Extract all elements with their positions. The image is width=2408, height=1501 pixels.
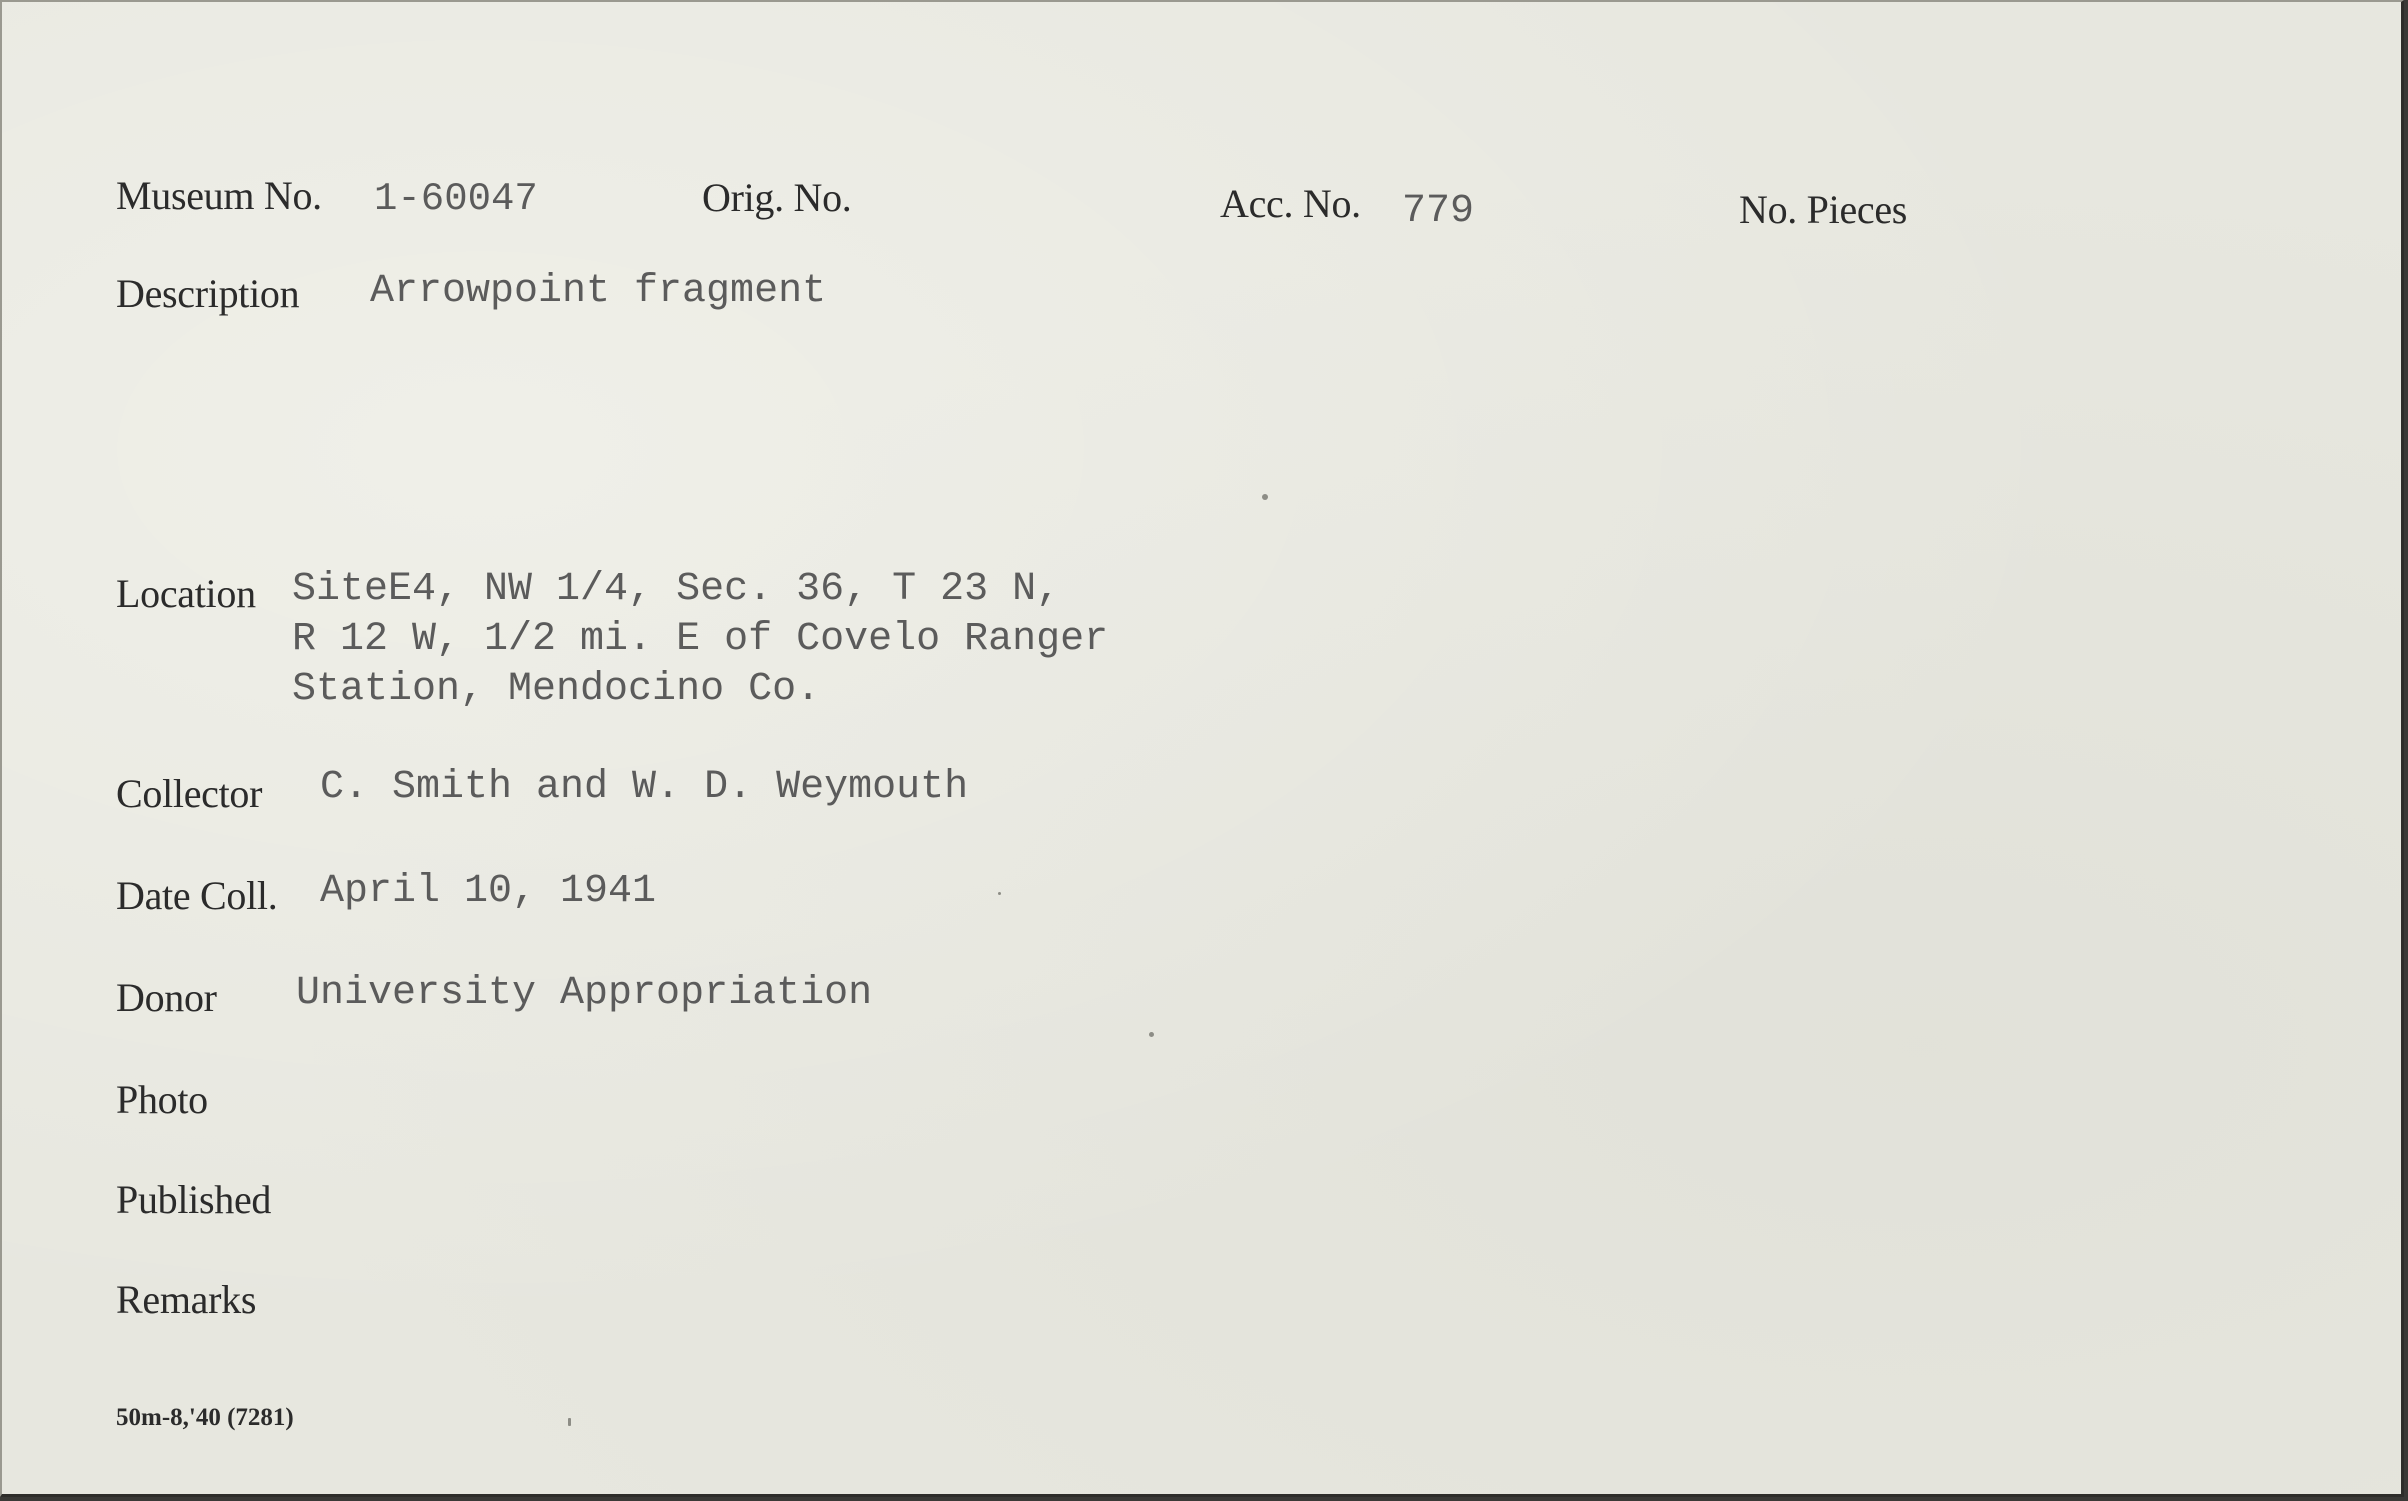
location-line-3: Station, Mendocino Co. bbox=[292, 667, 821, 712]
published-label: Published bbox=[116, 1177, 272, 1222]
paper-speck bbox=[568, 1418, 571, 1426]
no-pieces-label: No. Pieces bbox=[1739, 187, 1908, 232]
orig-no-label: Orig. No. bbox=[702, 175, 852, 220]
acc-no-value: 779 bbox=[1402, 189, 1475, 234]
acc-no-label: Acc. No. bbox=[1220, 181, 1361, 226]
date-coll-label: Date Coll. bbox=[116, 873, 278, 918]
description-label: Description bbox=[116, 271, 300, 316]
location-line-1: SiteE4, NW 1/4, Sec. 36, T 23 N, bbox=[292, 567, 1061, 612]
donor-label: Donor bbox=[116, 975, 217, 1020]
form-print-code: 50m-8,'40 (7281) bbox=[116, 1404, 294, 1431]
location-label: Location bbox=[116, 571, 256, 616]
location-line-2: R 12 W, 1/2 mi. E of Covelo Ranger bbox=[292, 617, 1109, 662]
collector-value: C. Smith and W. D. Weymouth bbox=[320, 765, 969, 810]
museum-no-value: 1-60047 bbox=[374, 177, 538, 221]
paper-speck bbox=[1262, 494, 1268, 500]
date-coll-value: April 10, 1941 bbox=[320, 869, 657, 914]
photo-label: Photo bbox=[116, 1077, 208, 1122]
paper-speck bbox=[1149, 1032, 1154, 1037]
collector-label: Collector bbox=[116, 771, 263, 816]
description-value: Arrowpoint fragment bbox=[370, 269, 827, 314]
donor-value: University Appropriation bbox=[296, 971, 873, 1016]
museum-no-label: Museum No. bbox=[116, 173, 322, 218]
paper-speck bbox=[998, 892, 1001, 895]
remarks-label: Remarks bbox=[116, 1277, 257, 1322]
